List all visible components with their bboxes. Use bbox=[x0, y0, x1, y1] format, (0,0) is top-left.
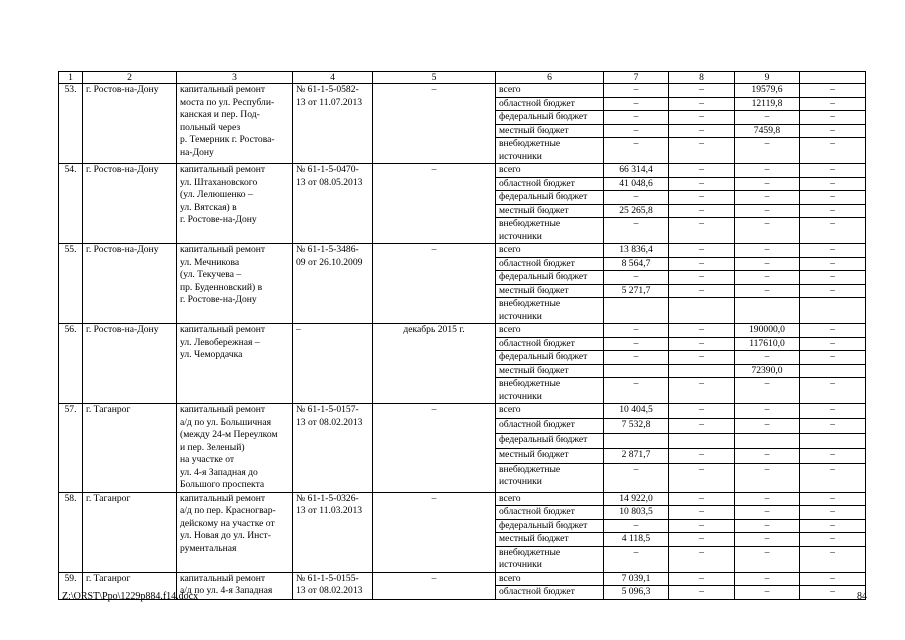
value-col9: – bbox=[735, 506, 800, 520]
value-col8: – bbox=[669, 177, 735, 191]
value-col10 bbox=[800, 364, 866, 378]
value-col10: – bbox=[800, 378, 866, 404]
value-col9: – bbox=[735, 271, 800, 285]
value-col7: 25 265,8 bbox=[604, 204, 669, 218]
column-header: 4 bbox=[293, 72, 373, 84]
row-number: 53. bbox=[59, 84, 83, 164]
value-col10: – bbox=[800, 418, 866, 433]
column-header: 2 bbox=[83, 72, 177, 84]
budget-table bbox=[58, 71, 866, 600]
funding-source-label: внебюджетные источники bbox=[496, 546, 604, 572]
column-header: 6 bbox=[496, 72, 604, 84]
value-col9: – bbox=[735, 404, 800, 419]
value-col10: – bbox=[800, 546, 866, 572]
column-header: 9 bbox=[735, 72, 800, 84]
column-header: 5 bbox=[373, 72, 496, 84]
value-col10: – bbox=[800, 204, 866, 218]
value-col7: – bbox=[604, 271, 669, 285]
funding-source-label: местный бюджет bbox=[496, 124, 604, 138]
row-document: № 61-1-5-3486- 09 от 26.10.2009 bbox=[293, 244, 373, 324]
value-col10: – bbox=[800, 448, 866, 463]
value-col10: – bbox=[800, 463, 866, 492]
value-col9: 12119,8 bbox=[735, 97, 800, 111]
value-col8: – bbox=[669, 97, 735, 111]
funding-source-label: федеральный бюджет bbox=[496, 351, 604, 365]
value-col9: – bbox=[735, 448, 800, 463]
value-col9: – bbox=[735, 138, 800, 164]
value-col10: – bbox=[800, 586, 866, 600]
row-date: – bbox=[373, 84, 496, 164]
value-col7: 5 271,7 bbox=[604, 284, 669, 298]
value-col9: – bbox=[735, 191, 800, 205]
value-col7: – bbox=[604, 97, 669, 111]
value-col8: – bbox=[669, 271, 735, 285]
column-header: 7 bbox=[604, 72, 669, 84]
value-col8 bbox=[669, 433, 735, 448]
funding-source-label: федеральный бюджет bbox=[496, 433, 604, 448]
value-col9: – bbox=[735, 257, 800, 271]
row-description: капитальный ремонт а/д по пер. Красногвар- дейскому на участке от ул. Новая до ул. Инст- рументальная bbox=[177, 492, 293, 572]
table-row bbox=[59, 492, 866, 506]
value-col10: – bbox=[800, 284, 866, 298]
funding-source-label: всего bbox=[496, 244, 604, 258]
value-col7: 4 118,5 bbox=[604, 533, 669, 547]
funding-source-label: внебюджетные источники bbox=[496, 463, 604, 492]
value-col9: – bbox=[735, 586, 800, 600]
value-col9: – bbox=[735, 244, 800, 258]
value-col7: 10 404,5 bbox=[604, 404, 669, 419]
value-col9: – bbox=[735, 533, 800, 547]
value-col8: – bbox=[669, 378, 735, 404]
row-date: – bbox=[373, 492, 496, 572]
footer-page-number: 84 bbox=[857, 591, 867, 602]
value-col8: – bbox=[669, 164, 735, 178]
value-col9: 117610,0 bbox=[735, 337, 800, 351]
value-col8: – bbox=[669, 572, 735, 586]
value-col8: – bbox=[669, 533, 735, 547]
value-col10: – bbox=[800, 337, 866, 351]
value-col8: – bbox=[669, 244, 735, 258]
value-col9: 190000,0 bbox=[735, 324, 800, 338]
table-row bbox=[59, 84, 866, 98]
value-col9: 72390,0 bbox=[735, 364, 800, 378]
value-col8: – bbox=[669, 448, 735, 463]
value-col10: – bbox=[800, 191, 866, 205]
value-col7: 14 922,0 bbox=[604, 492, 669, 506]
funding-source-label: федеральный бюджет bbox=[496, 191, 604, 205]
table-row bbox=[59, 404, 866, 419]
value-col10: – bbox=[800, 506, 866, 520]
value-col8: – bbox=[669, 351, 735, 365]
row-number: 54. bbox=[59, 164, 83, 244]
table-row bbox=[59, 164, 866, 178]
column-header: 1 bbox=[59, 72, 83, 84]
value-col10: – bbox=[800, 97, 866, 111]
row-city: г. Таганрог bbox=[83, 572, 177, 599]
table-header-row bbox=[59, 72, 866, 84]
table-row bbox=[59, 324, 866, 338]
value-col10: – bbox=[800, 492, 866, 506]
value-col7: – bbox=[604, 463, 669, 492]
value-col10: – bbox=[800, 218, 866, 244]
funding-source-label: областной бюджет bbox=[496, 337, 604, 351]
table-row bbox=[59, 244, 866, 258]
value-col8: – bbox=[669, 191, 735, 205]
row-city: г. Таганрог bbox=[83, 404, 177, 493]
row-city: г. Таганрог bbox=[83, 492, 177, 572]
value-col8: – bbox=[669, 519, 735, 533]
row-document: № 61-1-5-0157- 13 от 08.02.2013 bbox=[293, 404, 373, 493]
value-col8: – bbox=[669, 218, 735, 244]
row-date: – bbox=[373, 404, 496, 493]
funding-source-label: областной бюджет bbox=[496, 586, 604, 600]
value-col7: – bbox=[604, 324, 669, 338]
row-city: г. Ростов-на-Дону bbox=[83, 84, 177, 164]
value-col7: – bbox=[604, 111, 669, 125]
value-col9: – bbox=[735, 572, 800, 586]
value-col9: – bbox=[735, 177, 800, 191]
value-col8: – bbox=[669, 284, 735, 298]
value-col7: 8 564,7 bbox=[604, 257, 669, 271]
funding-source-label: внебюджетные источники bbox=[496, 298, 604, 324]
row-description: капитальный ремонт ул. Штахановского (ул. Лелюшенко – ул. Вятская) в г. Ростове-на-Дону bbox=[177, 164, 293, 244]
value-col8: – bbox=[669, 84, 735, 98]
value-col9: – bbox=[735, 351, 800, 365]
value-col8 bbox=[669, 298, 735, 324]
funding-source-label: всего bbox=[496, 572, 604, 586]
value-col8: – bbox=[669, 492, 735, 506]
value-col10 bbox=[800, 433, 866, 448]
value-col10: – bbox=[800, 138, 866, 164]
value-col7: 7 532,8 bbox=[604, 418, 669, 433]
value-col7 bbox=[604, 433, 669, 448]
value-col7: 5 096,3 bbox=[604, 586, 669, 600]
value-col8: – bbox=[669, 124, 735, 138]
value-col10: – bbox=[800, 111, 866, 125]
value-col10: – bbox=[800, 351, 866, 365]
funding-source-label: всего bbox=[496, 164, 604, 178]
value-col7 bbox=[604, 364, 669, 378]
value-col7: – bbox=[604, 218, 669, 244]
row-number: 57. bbox=[59, 404, 83, 493]
funding-source-label: всего bbox=[496, 84, 604, 98]
value-col8: – bbox=[669, 404, 735, 419]
value-col10 bbox=[800, 298, 866, 324]
row-document: № 61-1-5-0582- 13 от 11.07.2013 bbox=[293, 84, 373, 164]
funding-source-label: областной бюджет bbox=[496, 97, 604, 111]
row-date: – bbox=[373, 244, 496, 324]
value-col9: – bbox=[735, 218, 800, 244]
value-col7: – bbox=[604, 84, 669, 98]
funding-source-label: местный бюджет bbox=[496, 533, 604, 547]
value-col9: 7459,8 bbox=[735, 124, 800, 138]
funding-source-label: всего bbox=[496, 404, 604, 419]
value-col7: – bbox=[604, 337, 669, 351]
footer-file-path: Z:\ORST\Ppo\1229p884.f14.docx bbox=[62, 591, 199, 602]
funding-source-label: местный бюджет bbox=[496, 448, 604, 463]
value-col10: – bbox=[800, 271, 866, 285]
funding-source-label: областной бюджет bbox=[496, 506, 604, 520]
row-document: № 61-1-5-0470- 13 от 08.05.2013 bbox=[293, 164, 373, 244]
value-col7: – bbox=[604, 546, 669, 572]
value-col7: 13 836,4 bbox=[604, 244, 669, 258]
table-row bbox=[59, 572, 866, 586]
value-col7: – bbox=[604, 351, 669, 365]
value-col8: – bbox=[669, 204, 735, 218]
value-col8: – bbox=[669, 546, 735, 572]
value-col8: – bbox=[669, 586, 735, 600]
value-col9 bbox=[735, 433, 800, 448]
value-col10: – bbox=[800, 572, 866, 586]
row-description: капитальный ремонт ул. Левобережная – ул. Чемордачка bbox=[177, 324, 293, 404]
value-col8 bbox=[669, 364, 735, 378]
value-col7: 10 803,5 bbox=[604, 506, 669, 520]
value-col9: – bbox=[735, 164, 800, 178]
value-col10: – bbox=[800, 324, 866, 338]
value-col7: 66 314,4 bbox=[604, 164, 669, 178]
value-col8: – bbox=[669, 418, 735, 433]
value-col9: – bbox=[735, 546, 800, 572]
row-city: г. Ростов-на-Дону bbox=[83, 244, 177, 324]
value-col9: 19579,6 bbox=[735, 84, 800, 98]
row-document: № 61-1-5-0155- 13 от 08.02.2013 bbox=[293, 572, 373, 599]
funding-source-label: местный бюджет bbox=[496, 284, 604, 298]
funding-source-label: федеральный бюджет bbox=[496, 111, 604, 125]
funding-source-label: внебюджетные источники bbox=[496, 218, 604, 244]
value-col8: – bbox=[669, 337, 735, 351]
row-number: 56. bbox=[59, 324, 83, 404]
value-col7 bbox=[604, 298, 669, 324]
value-col9: – bbox=[735, 492, 800, 506]
value-col7: – bbox=[604, 191, 669, 205]
value-col10: – bbox=[800, 177, 866, 191]
funding-source-label: внебюджетные источники bbox=[496, 138, 604, 164]
value-col7: – bbox=[604, 138, 669, 164]
row-document: – bbox=[293, 324, 373, 404]
value-col10: – bbox=[800, 124, 866, 138]
value-col9: – bbox=[735, 284, 800, 298]
value-col10: – bbox=[800, 533, 866, 547]
row-description: капитальный ремонт ул. Мечникова (ул. Текучева – пр. Буденновский) в г. Ростове-на-Дону bbox=[177, 244, 293, 324]
value-col8: – bbox=[669, 463, 735, 492]
value-col7: 7 039,1 bbox=[604, 572, 669, 586]
value-col10: – bbox=[800, 244, 866, 258]
row-description: капитальный ремонт моста по ул. Республи- канская и пер. Под- польный через р. Темерник г. Ростова- на-Дону bbox=[177, 84, 293, 164]
value-col9: – bbox=[735, 519, 800, 533]
funding-source-label: местный бюджет bbox=[496, 364, 604, 378]
funding-source-label: областной бюджет bbox=[496, 257, 604, 271]
value-col9: – bbox=[735, 111, 800, 125]
row-date: – bbox=[373, 164, 496, 244]
row-description: капитальный ремонт а/д по ул. 4-я Западная bbox=[177, 572, 293, 599]
value-col9: – bbox=[735, 463, 800, 492]
value-col8: – bbox=[669, 138, 735, 164]
funding-source-label: местный бюджет bbox=[496, 204, 604, 218]
row-document: № 61-1-5-0326- 13 от 11.03.2013 bbox=[293, 492, 373, 572]
row-number: 55. bbox=[59, 244, 83, 324]
value-col10: – bbox=[800, 519, 866, 533]
value-col7: – bbox=[604, 124, 669, 138]
funding-source-label: областной бюджет bbox=[496, 177, 604, 191]
column-header: 8 bbox=[669, 72, 735, 84]
value-col7: – bbox=[604, 519, 669, 533]
row-city: г. Ростов-на-Дону bbox=[83, 164, 177, 244]
value-col8: – bbox=[669, 111, 735, 125]
value-col8: – bbox=[669, 324, 735, 338]
value-col10: – bbox=[800, 257, 866, 271]
row-number: 58. bbox=[59, 492, 83, 572]
value-col9: – bbox=[735, 204, 800, 218]
funding-source-label: федеральный бюджет bbox=[496, 519, 604, 533]
value-col9: – bbox=[735, 378, 800, 404]
row-date: – bbox=[373, 572, 496, 599]
funding-source-label: всего bbox=[496, 492, 604, 506]
column-header: 3 bbox=[177, 72, 293, 84]
funding-source-label: федеральный бюджет bbox=[496, 271, 604, 285]
value-col8: – bbox=[669, 506, 735, 520]
row-number: 59. bbox=[59, 572, 83, 599]
value-col7: 2 871,7 bbox=[604, 448, 669, 463]
value-col10: – bbox=[800, 84, 866, 98]
funding-source-label: всего bbox=[496, 324, 604, 338]
row-date: декабрь 2015 г. bbox=[373, 324, 496, 404]
value-col9: – bbox=[735, 418, 800, 433]
value-col10: – bbox=[800, 404, 866, 419]
value-col10: – bbox=[800, 164, 866, 178]
value-col7: – bbox=[604, 378, 669, 404]
funding-source-label: областной бюджет bbox=[496, 418, 604, 433]
column-header bbox=[800, 72, 866, 84]
value-col9 bbox=[735, 298, 800, 324]
funding-source-label: внебюджетные источники bbox=[496, 378, 604, 404]
row-description: капитальный ремонт а/д по ул. Большичная (между 24-м Переулком и пер. Зеленый) на участке от ул. 4-я Западная до Большого проспекта bbox=[177, 404, 293, 493]
value-col8: – bbox=[669, 257, 735, 271]
value-col7: 41 048,6 bbox=[604, 177, 669, 191]
row-city: г. Ростов-на-Дону bbox=[83, 324, 177, 404]
